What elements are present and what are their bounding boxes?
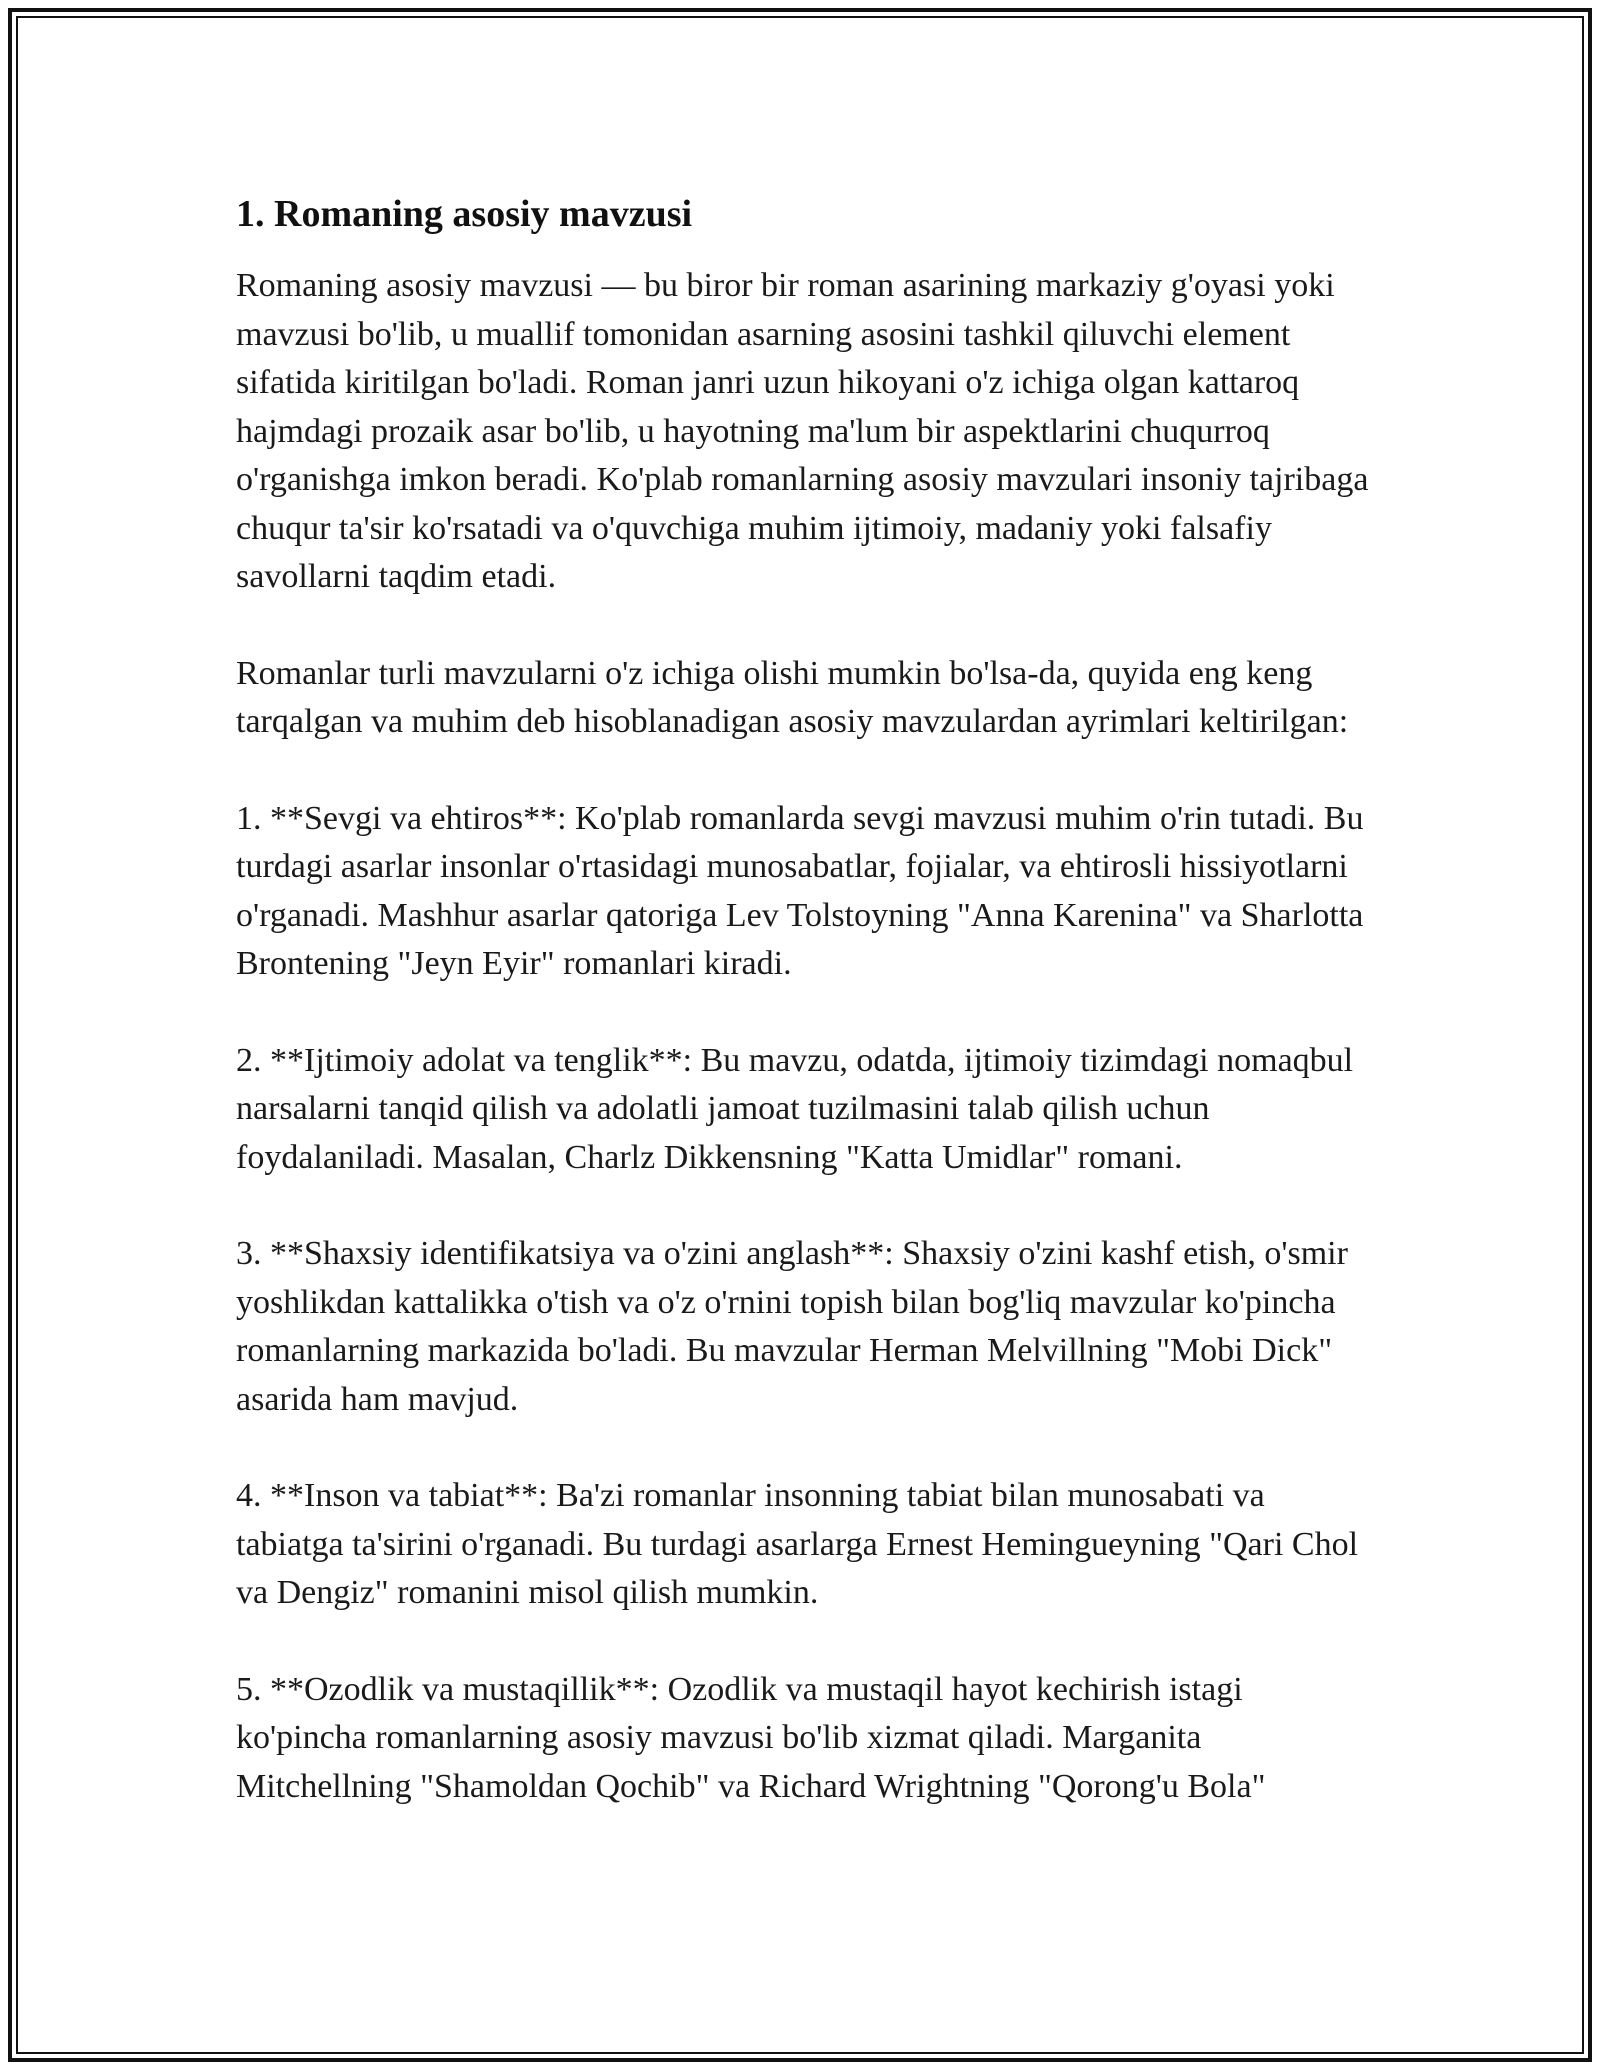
list-item-identity: 3. **Shaxsiy identifikatsiya va o'zini anglash**: Shaxsiy o'zini kashf etish, o'smir yoshlikdan kattalikka o'tish va o'z o'rnini topish bilan bog'liq mavzular ko'pincha romanlarning markazida bo'ladi. Bu mavzular Herman Melvillning "Mobi Dick" asarida ham mavjud. bbox=[236, 1235, 1348, 1418]
list-intro-paragraph: Romanlar turli mavzularni o'z ichiga olishi mumkin bo'lsa-da, quyida eng keng tarqalgan va muhim deb hisoblanadigan asosiy mavzulardan ayrimlari keltirilgan: bbox=[236, 654, 1349, 740]
section-heading: 1. Romaning asosiy mavzusi bbox=[236, 193, 693, 235]
list-item-social-justice: 2. **Ijtimoiy adolat va tenglik**: Bu mavzu, odatda, ijtimoiy tizimdagi nomaqbul narsalarni tanqid qilish va adolatli jamoat tuzilmasini talab qilish uchun foydalaniladi. Masalan, Charlz Dikkensning "Katta Umidlar" romani. bbox=[236, 1041, 1354, 1176]
intro-paragraph: Romaning asosiy mavzusi — bu biror bir roman asarining markaziy g'oyasi yoki mavzusi bo'lib, u muallif tomonidan asarning asosini tashkil qiluvchi element sifatida kiritilgan bo'ladi. Roman janri uzun hikoyani o'z ichiga olgan kattaroq hajmdagi prozaik asar bo'lib, u hayotning ma'lum bir aspektlarini chuqurroq o'rganishga imkon beradi. Ko'plab romanlarning asosiy mavzulari insoniy tajribaga chuqur ta'sir ko'rsatadi va o'quvchiga muhim ijtimoiy, madaniy yoki falsafiy savollarni taqdim etadi. bbox=[236, 267, 1369, 595]
document-body bbox=[236, 190, 1376, 1859]
list-item-freedom: 5. **Ozodlik va mustaqillik**: Ozodlik va mustaqil hayot kechirish istagi ko'pincha romanlarning asosiy mavzusi bo'lib xizmat qiladi. Marganita Mitchellning "Shamoldan Qochib" va Richard Wrightning "Qorong'u Bola" bbox=[236, 1670, 1266, 1805]
list-item-love: 1. **Sevgi va ehtiros**: Ko'plab romanlarda sevgi mavzusi muhim o'rin tutadi. Bu turdagi asarlar insonlar o'rtasidagi munosabatlar, fojialar, va ehtirosli hissiyotlarni o'rganadi. Mashhur asarlar qatoriga Lev Tolstoyning "Anna Karenina" va Sharlotta Brontening "Jeyn Eyir" romanlari kiradi. bbox=[236, 799, 1364, 982]
list-item-nature: 4. **Inson va tabiat**: Ba'zi romanlar insonning tabiat bilan munosabati va tabiatga ta'sirini o'rganadi. Bu turdagi asarlarga Ernest Hemingueyning "Qari Chol va Dengiz" romanini misol qilish mumkin. bbox=[236, 1477, 1359, 1611]
